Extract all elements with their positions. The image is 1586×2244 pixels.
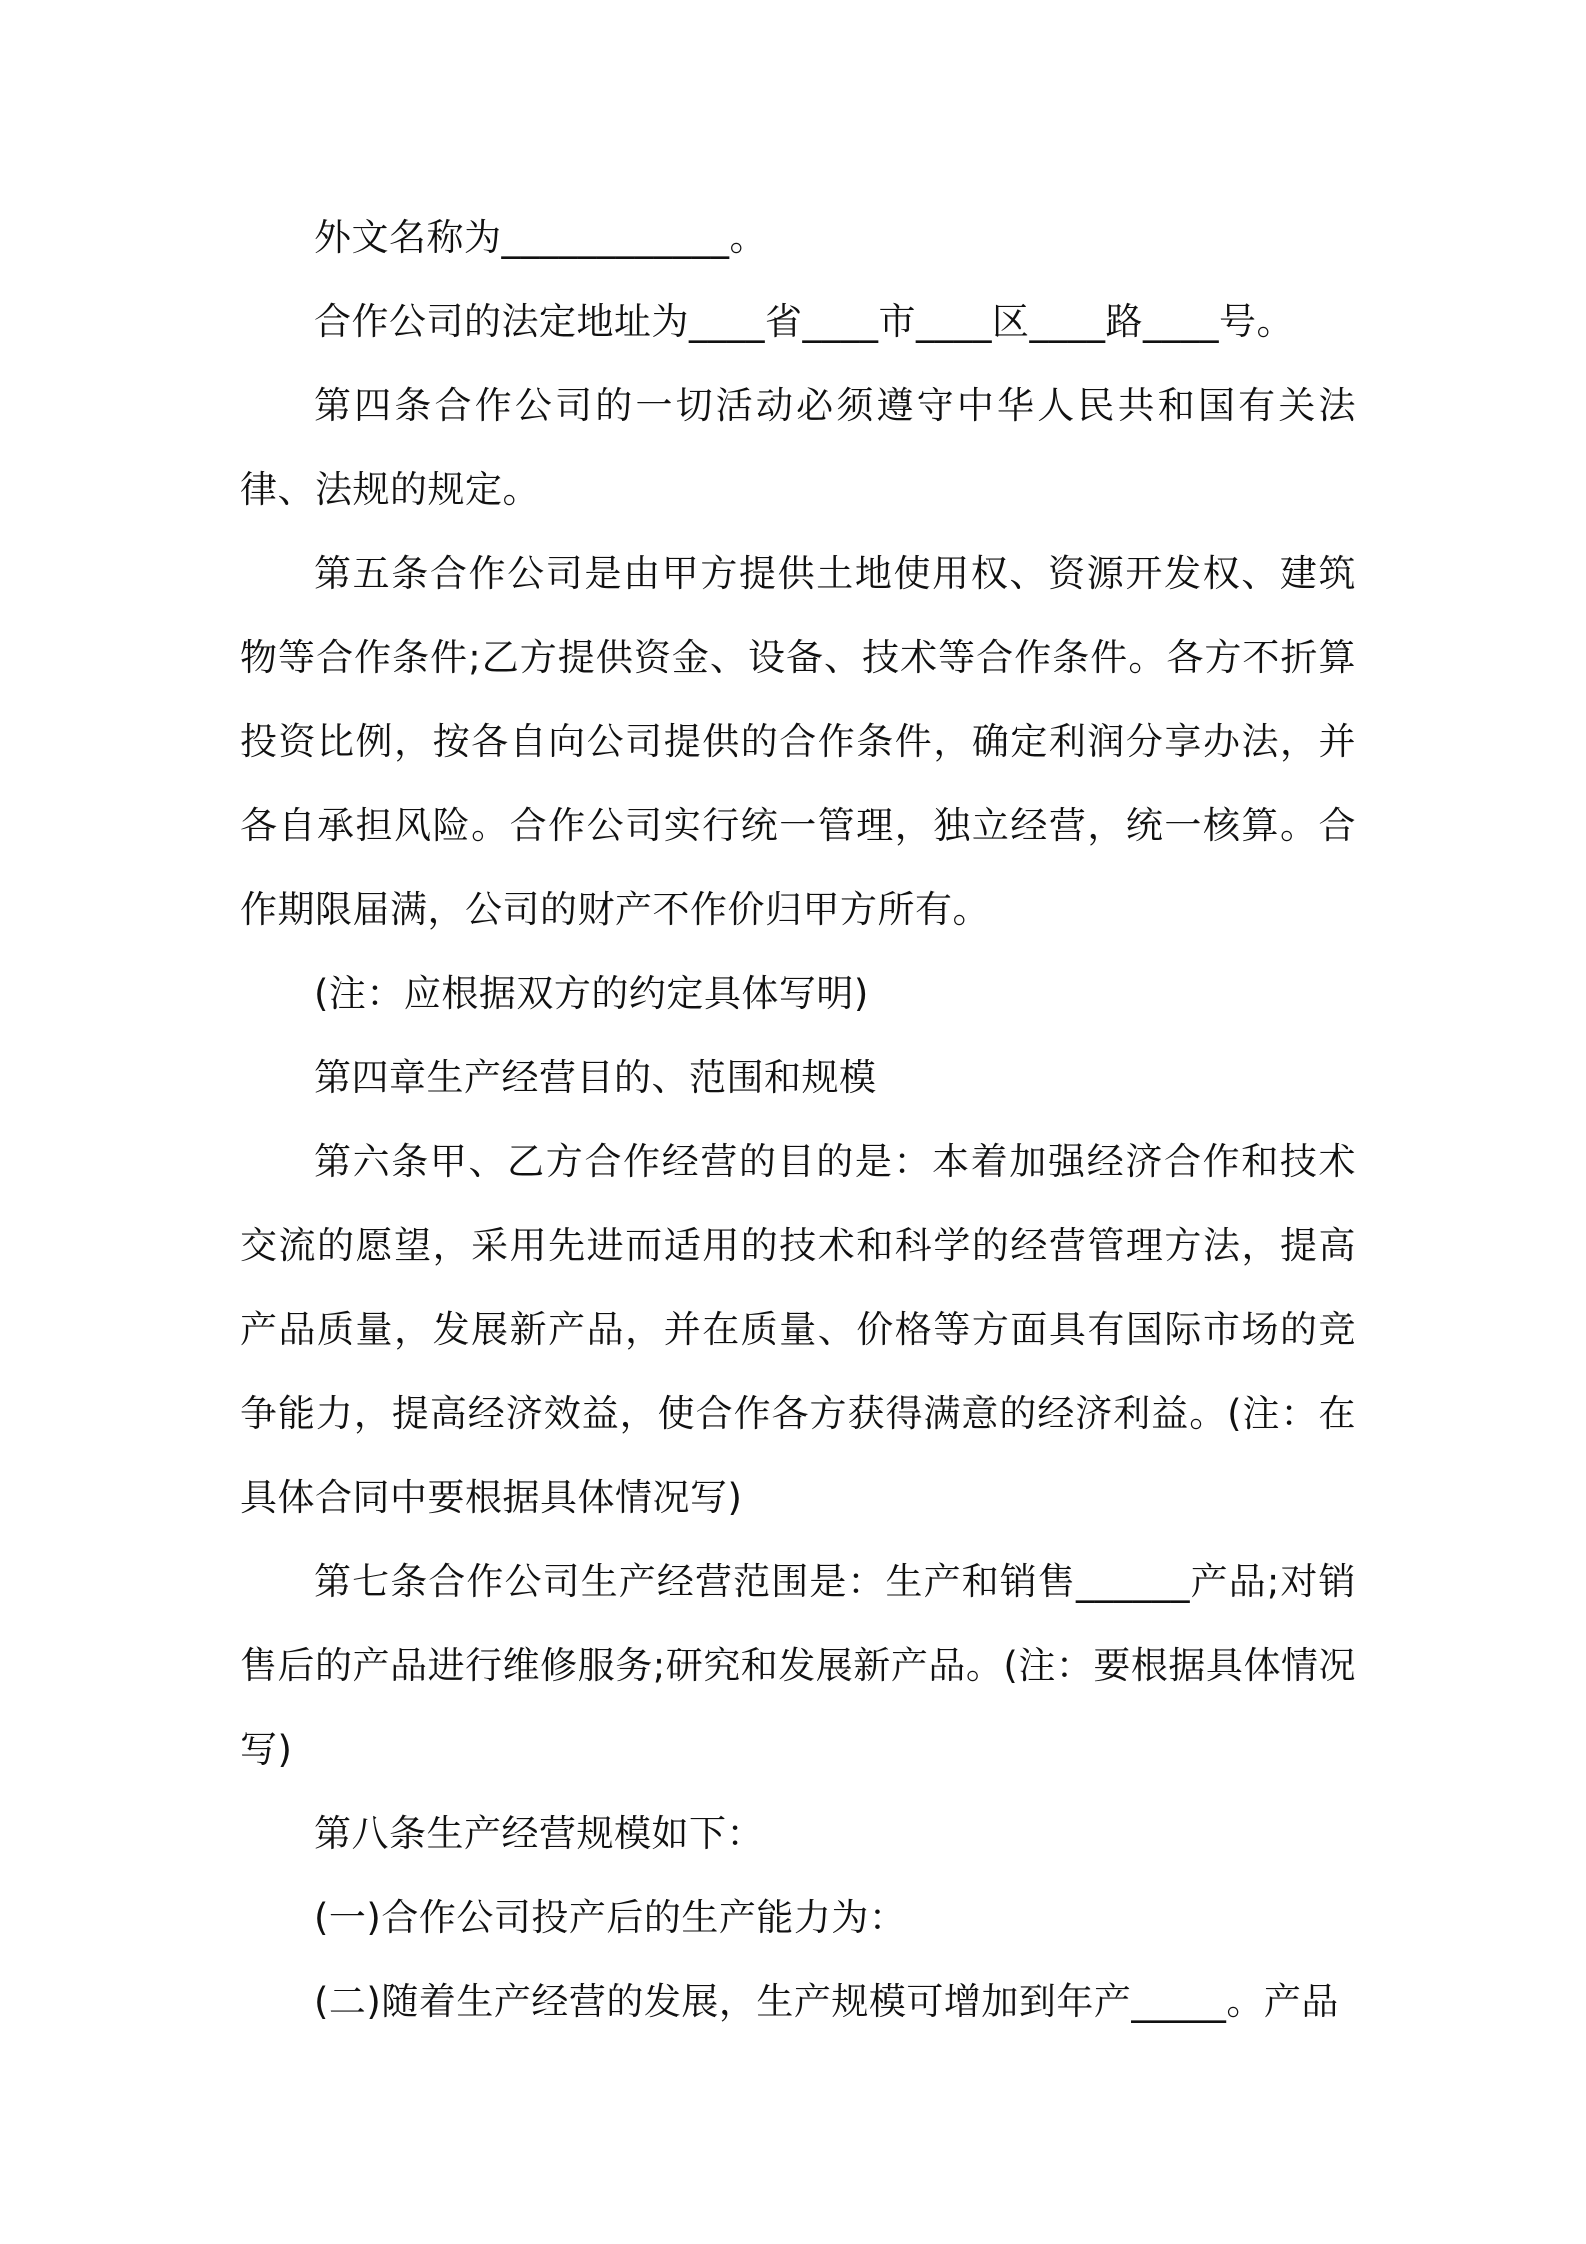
document-body [240,196,1356,2044]
paragraph-article-4: 第四条合作公司的一切活动必须遵守中华人民共和国有关法律、法规的规定。 [240,384,1356,511]
paragraph-article-7: 第七条合作公司生产经营范围是：生产和销售______产品;对销售后的产品进行维修服务;研究和发展新产品。(注：要根据具体情况写) [240,1560,1356,1771]
paragraph-foreign-name: 外文名称为____________。 [314,216,767,259]
paragraph-note-1: (注：应根据双方的约定具体写明) [314,972,869,1015]
paragraph-item-1: (一)合作公司投产后的生产能力为： [314,1896,907,1939]
paragraph-article-5: 第五条合作公司是由甲方提供土地使用权、资源开发权、建筑物等合作条件;乙方提供资金、设备、技术等合作条件。各方不折算投资比例，按各自向公司提供的合作条件，确定利润分享办法，并各自承担风险。合作公司实行统一管理，独立经营，统一核算。合作期限届满，公司的财产不作价归甲方所有。 [240,552,1356,931]
chapter-4-heading: 第四章生产经营目的、范围和规模 [314,1056,877,1099]
paragraph-legal-address: 合作公司的法定地址为____省____市____区____路____号。 [314,300,1294,343]
paragraph-article-8: 第八条生产经营规模如下： [314,1812,764,1855]
paragraph-article-6: 第六条甲、乙方合作经营的目的是：本着加强经济合作和技术交流的愿望，采用先进而适用的技术和科学的经营管理方法，提高产品质量，发展新产品，并在质量、价格等方面具有国际市场的竞争能力，提高经济效益，使合作各方获得满意的经济利益。(注：在具体合同中要根据具体情况写) [240,1140,1356,1519]
paragraph-item-2: (二)随着生产经营的发展，生产规模可增加到年产_____。产品 [314,1980,1339,2023]
